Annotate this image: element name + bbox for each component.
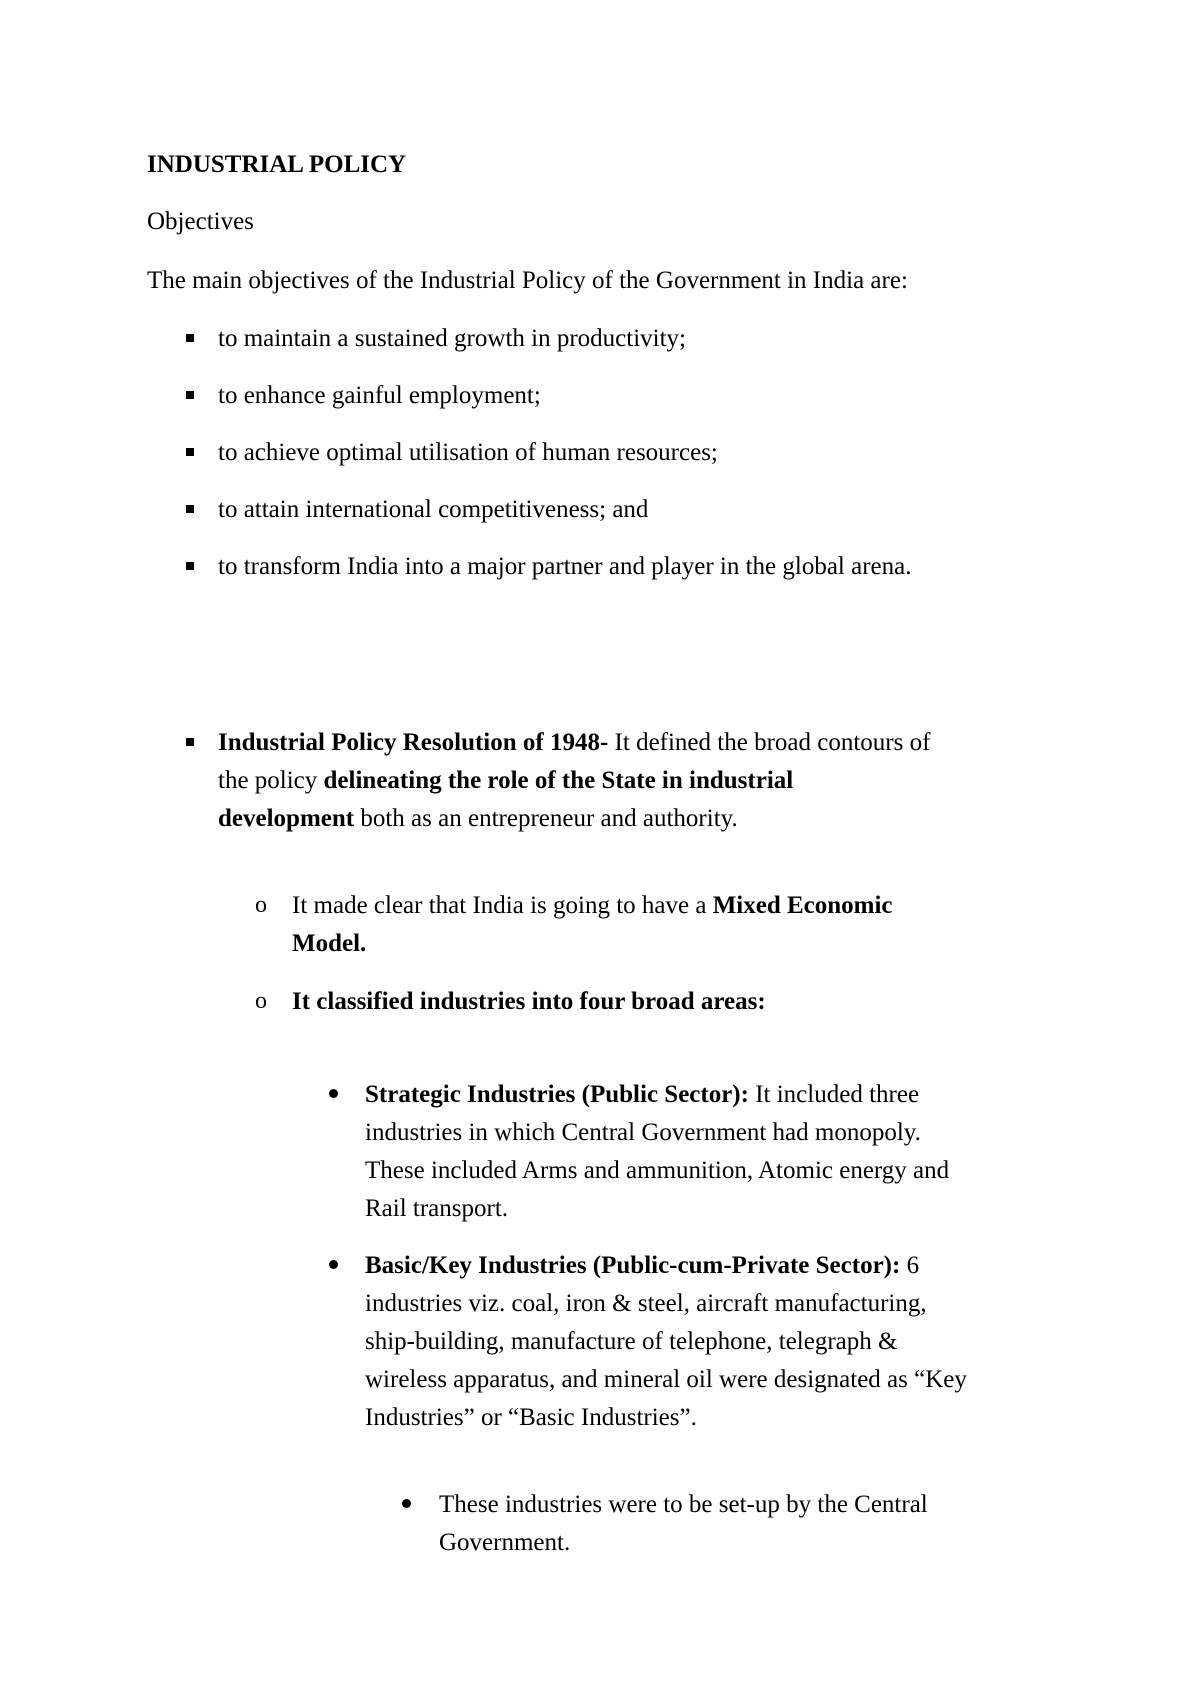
resolution-text: the policy	[218, 767, 324, 794]
basic-line-1	[365, 1247, 919, 1284]
round-bullet-icon	[329, 1089, 338, 1098]
sub-item-classification: It classified industries into four broad areas:	[292, 988, 766, 1015]
basic-text: 6	[900, 1252, 920, 1279]
round-bullet-icon	[329, 1260, 338, 1269]
intro-paragraph: The main objectives of the Industrial Policy of the Government in India are:	[147, 267, 908, 294]
sub-item-emphasis: Mixed Economic	[712, 892, 893, 919]
strategic-text: It included three	[748, 1081, 920, 1108]
resolution-heading: Industrial Policy Resolution of 1948-	[218, 729, 609, 756]
circle-outline-bullet-icon: o	[255, 892, 267, 918]
basic-line-2: industries viz. coal, iron & steel, aircraft manufacturing,	[365, 1290, 927, 1317]
square-bullet-icon	[186, 391, 194, 399]
sub-item-text: It made clear that India is going to have a	[292, 892, 713, 919]
strategic-line-2: industries in which Central Government had monopoly.	[365, 1119, 921, 1146]
document-title: INDUSTRIAL POLICY	[147, 151, 407, 178]
square-bullet-icon	[186, 448, 194, 456]
section-heading-objectives: Objectives	[147, 208, 254, 235]
resolution-line-3	[218, 800, 738, 837]
objective-item-1: to maintain a sustained growth in productivity;	[218, 325, 686, 352]
square-bullet-icon	[186, 738, 194, 746]
resolution-emphasis: delineating the role of the State in industrial	[323, 767, 794, 794]
round-bullet-icon	[402, 1499, 411, 1508]
objective-item-5: to transform India into a major partner and player in the global arena.	[218, 553, 912, 580]
square-bullet-icon	[186, 505, 194, 513]
resolution-line-2	[218, 762, 793, 799]
strategic-line-4: Rail transport.	[365, 1195, 509, 1222]
sub-item-mixed-economy-line-1	[292, 887, 893, 924]
basic-line-4: wireless apparatus, and mineral oil were designated as “Key	[365, 1366, 967, 1393]
square-bullet-icon	[186, 562, 194, 570]
basic-sub-line-1: These industries were to be set-up by the Central	[439, 1491, 928, 1518]
resolution-line-1	[218, 724, 930, 761]
objective-item-2: to enhance gainful employment;	[218, 382, 541, 409]
objective-item-3: to achieve optimal utilisation of human resources;	[218, 439, 718, 466]
circle-outline-bullet-icon: o	[255, 988, 267, 1014]
basic-line-3: ship-building, manufacture of telephone, telegraph &	[365, 1328, 898, 1355]
basic-heading: Basic/Key Industries (Public-cum-Private Sector):	[365, 1252, 901, 1279]
resolution-text: both as an entrepreneur and authority.	[354, 805, 738, 832]
basic-line-5: Industries” or “Basic Industries”.	[365, 1404, 697, 1431]
strategic-line-1	[365, 1076, 919, 1113]
strategic-heading: Strategic Industries (Public Sector):	[365, 1081, 749, 1108]
resolution-text: It defined the broad contours of	[608, 729, 931, 756]
basic-sub-line-2: Government.	[439, 1529, 571, 1556]
resolution-emphasis: development	[218, 805, 355, 832]
strategic-line-3: These included Arms and ammunition, Atomic energy and	[365, 1157, 950, 1184]
objective-item-4: to attain international competitiveness; and	[218, 496, 649, 523]
square-bullet-icon	[186, 334, 194, 342]
sub-item-mixed-economy-line-2: Model.	[292, 930, 367, 957]
